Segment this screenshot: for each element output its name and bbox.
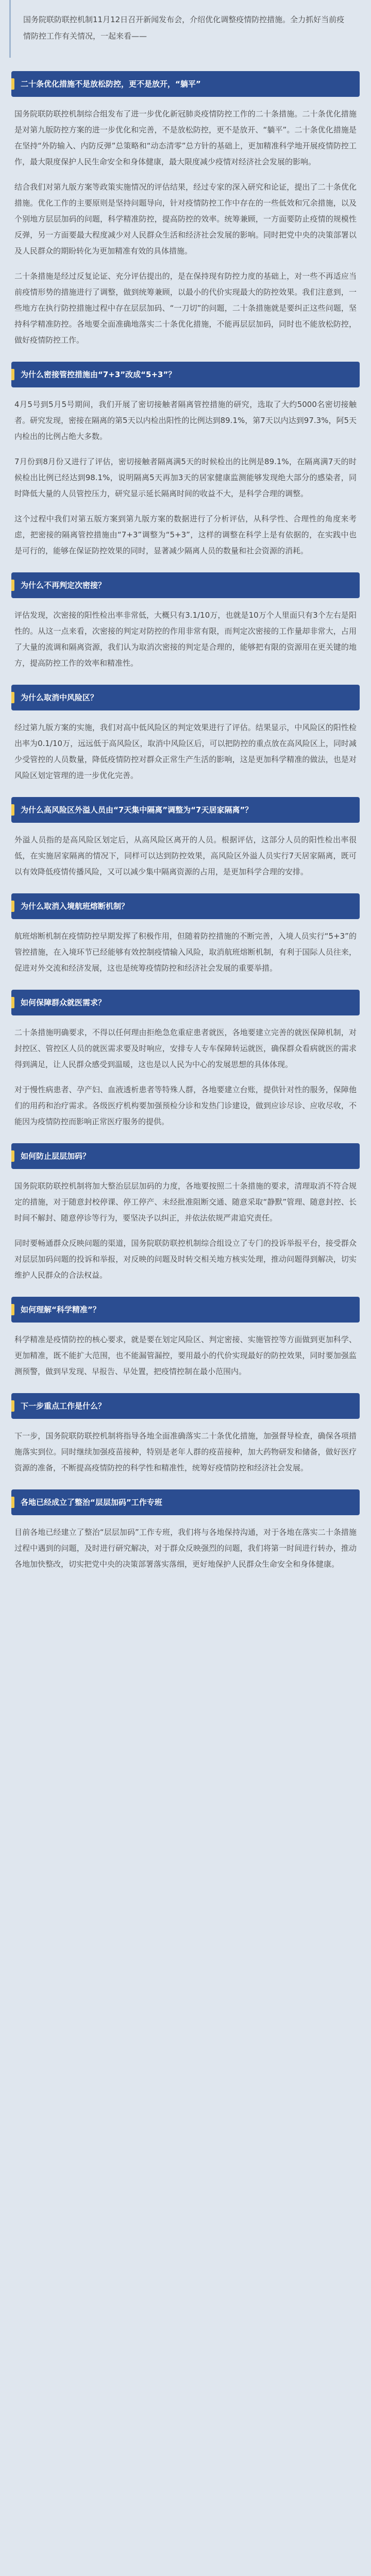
section-title-bar: 为什么不再判定次密接？ [11, 572, 360, 598]
section-paragraph: 4月5号到5月5号期间，我们开展了密切接触者隔离管控措施的研究，选取了大约5000名密切接触者。研究发现，密接在隔离的第5天以内检出阳性的比例达到89.1%，第7天以内达到97.3%，阿5天内检出的比例占绝大多数。 [14, 400, 357, 441]
section-title-bar: 如何理解“科学精准”？ [11, 1297, 360, 1323]
section-4 [11, 685, 360, 784]
section-9 [11, 1297, 360, 1380]
section-title-bar: 下一步重点工作是什么？ [11, 1393, 360, 1419]
section-title-bar: 各地已经成立了整治“层层加码”工作专班 [11, 1489, 360, 1515]
section-paragraph: 外溢人员指的是高风险区划定后，从高风险区离开的人员。根据评估，这部分人员的阳性检出率很低，在实施居家隔离的情况下，同样可以达到防控效果，高风险区外溢人员实行7天居家隔离，既可以有效降低疫情传播风险，又可以减少集中隔离资源的占用，是更加科学合理的安排。 [14, 835, 357, 876]
section-11 [11, 1489, 360, 1572]
section-paragraph: 7月份到8月份又进行了评估，密切接触者隔离满5天的时候检出的比例是89.1%，在隔离满7天的时候检出比例已经达到98.1%，说明隔离5天再加3天的居家健康监测能够发现绝大部分的感染者，同时降低大量的人员管控压力，研究显示延长隔离时间的收益不大，是科学合理的调整。 [14, 457, 357, 498]
section-title-bar: 为什么取消入境航班熔断机制？ [11, 893, 360, 919]
section-10 [11, 1393, 360, 1476]
section-5 [11, 797, 360, 880]
section-title-bar: 如何保障群众就医需求？ [11, 990, 360, 1015]
section-paragraph: 目前各地已经建立了整治“层层加码”工作专班，我们将与各地保持沟通，对于各地在落实二十条措施过程中遇到的问题，及时进行研究解决，对于群众反映强烈的问题，我们将第一时间进行转办，推动各地加快整改，切实把党中央的决策部署落实落细，更好地保护人民群众生命安全和身体健康。 [14, 1528, 357, 1569]
section-paragraph: 同时要畅通群众反映问题的渠道，国务院联防联控机制综合组设立了专门的投诉举报平台，接受群众对层层加码问题的投诉和举报，对反映的问题及时转交相关地方核实处理，推动问题得到解决，切实维护人民群众的合法权益。 [14, 1239, 357, 1280]
section-3 [11, 572, 360, 671]
section-8 [11, 1143, 360, 1283]
section-paragraph: 这个过程中我们对第五版方案到第九版方案的数据进行了分析评估，从科学性、合理性的角度来考虑，把密接的隔离管控措施由“7+3”调整为“5+3”，这样的调整在科学上是有依据的，在实践中也是可行的，能够在保证防控效果的同时，显著减少隔离人员的数量和社会资源的消耗。 [14, 514, 357, 555]
section-title-bar: 为什么高风险区外溢人员由“7天集中隔离”调整为“7天居家隔离”？ [11, 797, 360, 823]
section-title-bar: 为什么取消中风险区？ [11, 685, 360, 710]
section-title-bar: 如何防止层层加码？ [11, 1143, 360, 1169]
section-paragraph: 经过第九版方案的实施，我们对高中低风险区的判定效果进行了评估。结果显示，中风险区的阳性检出率为0.1/10万，远远低于高风险区，取消中风险区后，可以把防控的重点放在高风险区上，同时减少受管控的人员数量，降低疫情防控对群众正常生产生活的影响，这是更加科学精准的做法，也是对风险区划定管理的进一步优化完善。 [14, 723, 357, 780]
section-paragraph: 航班熔断机制在疫情防控早期发挥了积极作用，但随着防控措施的不断完善，入境人员实行“5+3”的管控措施，在入境环节已经能够有效控制疫情输入风险，取消航班熔断机制，有利于国际人员往来，促进对外交流和经济发展，这也是统筹疫情防控和经济社会发展的重要举措。 [14, 931, 357, 973]
section-paragraph: 对于慢性病患者、孕产妇、血液透析患者等特殊人群，各地要建立台账，提供针对性的服务，保障他们的用药和治疗需求。各级医疗机构要加强预检分诊和发热门诊建设，做到应诊尽诊、应收尽收，不能因为疫情防控而影响正常医疗服务的提供。 [14, 1085, 357, 1126]
section-paragraph: 国务院联防联控机制将加大整治层层加码的力度，各地要按照二十条措施的要求，清理取消不符合规定的措施，对于随意封校停课、停工停产、未经批准阻断交通、随意采取“静默”管理、随意封控、长时间不解封、随意停诊等行为，要坚决予以纠正，并依法依规严肃追究责任。 [14, 1181, 357, 1223]
section-paragraph: 科学精准是疫情防控的核心要求，就是要在划定风险区、判定密接、实施管控等方面做到更加科学、更加精准，既不能扩大范围，也不能漏管漏控，要用最小的代价实现最好的防控效果，同时要加强监测预警，做到早发现、早报告、早处置，把疫情控制在最小范围内。 [14, 1335, 357, 1376]
section-paragraph: 结合我们对第九版方案等政策实施情况的评估结果，经过专家的深入研究和论证，提出了二十条优化措施。优化工作的主要原则是坚持问题导向，针对疫情防控工作中存在的一些低效和冗余措施，以及个别地方层层加码的问题，科学精准防控，提高防控的效率。统筹兼顾，一方面要防止疫情的规模性反弹，另一方面要最大程度减少对人民群众生活和经济社会发展的影响。同时把党中央的决策部署以及人民群众的期盼转化为更加精准有效的具体措施。 [14, 182, 357, 256]
section-paragraph: 二十条措施是经过反复论证、充分评估提出的，是在保持现有防控力度的基础上，对一些不再适应当前疫情形势的措施进行了调整，做到统筹兼顾，以最小的代价实现最大的防控效果。我们注意到，一些地方在执行防控措施过程中存在层层加码、“一刀切”的问题，二十条措施就是要纠正这些问题，坚持科学精准防控。各地要全面准确地落实二十条优化措施，不能再层层加码，同时也不能放松防控，做好疫情防控工作。 [14, 272, 357, 345]
section-7 [11, 990, 360, 1130]
section-paragraph: 二十条措施明确要求，不得以任何理由拒绝急危重症患者就医，各地要建立完善的就医保障机制，对封控区、管控区人员的就医需求要及时响应，安排专人专车保障转运就医，确保群众看病就医的需求得到满足，让人民群众感受到温暖，这也是以人民为中心的发展思想的具体体现。 [14, 1028, 357, 1069]
section-paragraph: 国务院联防联控机制综合组发布了进一步优化新冠肺炎疫情防控工作的二十条措施。二十条优化措施是对第九版防控方案的进一步优化和完善，不是放松防控，更不是放开、“躺平”。二十条优化措施是在坚持“外防输入、内防反弹”总策略和“动态清零”总方针的基础上，更加精准科学地开展疫情防控工作，最大限度保护人民生命安全和身体健康，最大限度减少疫情对经济社会发展的影响。 [14, 109, 357, 166]
section-paragraph: 下一步，国务院联防联控机制将指导各地全面准确落实二十条优化措施，加强督导检查，确保各项措施落实到位。同时继续加强疫苗接种，特别是老年人群的疫苗接种，加大药物研发和储备，做好医疗资源的准备，不断提高疫情防控的科学性和精准性，统筹好疫情防控和经济社会发展。 [14, 1431, 357, 1472]
article-sections [0, 71, 371, 1572]
section-6 [11, 893, 360, 976]
section-title-bar: 为什么密接管控措施由“7+3”改成“5+3”？ [11, 362, 360, 387]
intro-paragraph: 国务院联防联控机制11月12日召开新闻发布会，介绍优化调整疫情防控措施。全力抓好当前疫情防控工作有关情况，一起来看—— [9, 0, 362, 58]
section-1 [11, 71, 360, 348]
section-title-bar: 二十条优化措施不是放松防控，更不是放开，“躺平” [11, 71, 360, 97]
section-2 [11, 362, 360, 559]
section-paragraph: 评估发现，次密接的阳性检出率非常低，大概只有3.1/10万，也就是10万个人里面只有3个左右是阳性的。从这一点来看，次密接的判定对防控的作用非常有限，而判定次密接的工作量却非常大，占用了大量的流调和隔离资源，我们认为取消次密接的判定是合理的，能够把有限的资源用在更关键的地方，提高防控工作的效率和精准性。 [14, 611, 357, 668]
